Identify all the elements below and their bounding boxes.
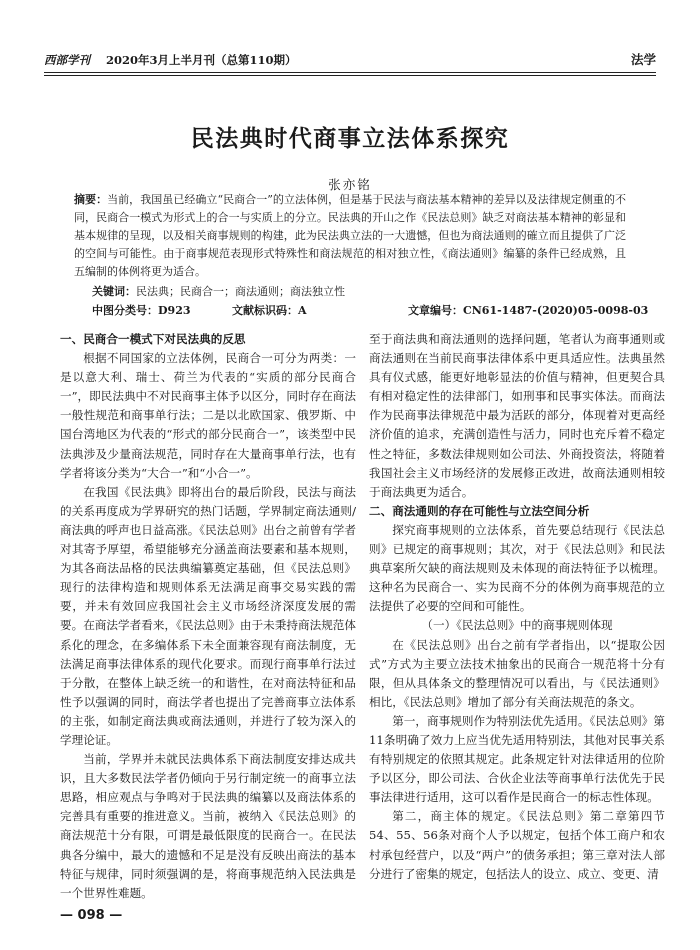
subsection-heading: （一）《民法总则》中的商事规则体现 bbox=[421, 618, 613, 633]
body-paragraph: 当前，学界并未就民法典体系下商法制度安排达成共识，且大多数民法学者仍倾向于另行制定统一的商事立法思路，相应观点与争鸣对于民法典的编纂以及商法体系的完善具有重要的推进意义。当前，被纳入《民法总则》的商法规范十分有限，可谓是最低限度的民商合一。在民法典各分编中，最大的遗憾和不足是没有反映出商法的基本特征与规律，同时须强调的是，将商事规范纳入民法典是一个世界性难题。 bbox=[60, 752, 356, 900]
journal-name: 西部学刊 bbox=[44, 53, 90, 67]
article-author: 张亦铭 bbox=[328, 177, 372, 192]
keywords-text: 民法典；民商合一；商法通则；商法独立性 bbox=[136, 285, 345, 298]
clc-number: 中图分类号：D923 bbox=[92, 304, 191, 317]
section-heading: 一、民商合一模式下对民法典的反思 bbox=[60, 332, 246, 346]
article-title: 民法典时代商事立法体系探究 bbox=[190, 125, 510, 152]
left-column bbox=[60, 330, 356, 903]
issue-info: 2020年3月上半月刊（总第110期） bbox=[106, 53, 297, 67]
running-header bbox=[44, 50, 656, 70]
right-column bbox=[369, 330, 665, 884]
body-paragraph: 第二，商主体的规定。《民法总则》第二章第四节54、55、56条对商个人予以规定，包括个体工商户和农村承包经营户，以及“两户”的债务承担；第三章对法人部分进行了密集的规定，包括法人的设立、成立、变更、清 bbox=[369, 809, 665, 881]
document-code: 文献标识码：A bbox=[232, 304, 307, 317]
body-paragraph: 在我国《民法典》即将出台的最后阶段，民法与商法的关系再度成为学界研究的热门话题，学界制定商法通则/商法典的呼声也日益高涨。《民法总则》出台之前曾有学者对其寄予厚望，希望能够充分涵盖商法要素和基本规则，为其各商法品格的民法典编纂奠定基础，但《民法总则》现行的法律构造和规则体系无法满足商事交易实践的需要，并未有效回应我国社会主义市场经济深度发展的需要。在商法学者看来，《民法总则》由于未秉持商法规范体系化的理念，在多编体系下未全面兼容现有商法制度，无法满足商事法律体系的现代化要求。而现行商事单行法过于分散，在整体上缺乏统一的和谐性，在对商法特征和品性予以强调的同时，商法学者也提出了完善商事立法体系的主张，如制定商法典或商法通则，并进行了较为深入的学理论证。 bbox=[60, 484, 356, 747]
page-number: — 098 — bbox=[60, 908, 123, 923]
body-paragraph: 探究商事规则的立法体系，首先要总结现行《民法总则》已规定的商事规则；其次，对于《民法总则》和民法典草案所欠缺的商法规则及未体现的商法特征予以梳理。这种名为民商合一、实为民商不分的体例为商事规范的立法提供了必要的空间和可能性。 bbox=[369, 522, 665, 614]
header-rule-thin bbox=[44, 75, 656, 76]
section-heading: 二、商法通则的存在可能性与立法空间分析 bbox=[369, 503, 590, 518]
keywords bbox=[92, 283, 626, 301]
abstract bbox=[74, 191, 626, 281]
body-paragraph: 至于商法典和商法通则的选择问题，笔者认为商事通则或商法通则在当前民商事法律体系中更具适应性。法典虽然具有仪式感，能更好地彰显法的价值与精神，但更契合具有相对稳定性的法律部门，如刑事和民事实体法。而商法作为民商事法律规范中最为活跃的部分，体现着对更高经济价值的追求，充满创造性与活力，同时也充斥着不稳定性之特征，多数法律规则如公司法、外商投资法，将随着我国社会主义市场经济的发展修正改进，故商法通则相较于商法典更为适合。 bbox=[369, 332, 665, 499]
abstract-label: 摘要： bbox=[74, 193, 108, 206]
body-paragraph: 第一，商事规则作为特别法优先适用。《民法总则》第11条明确了效力上应当优先适用特别法，其他对民事关系有特别规定的依照其规定。此条规定针对法律适用的位阶予以区分，即公司法、合伙企业法等商事单行法优先于民事法律进行适用，这可以看作是民商合一的标志性体现。 bbox=[369, 713, 665, 805]
section-name: 法学 bbox=[630, 52, 656, 67]
header-rule bbox=[44, 72, 656, 73]
body-paragraph: 在《民法总则》出台之前有学者指出，以“提取公因式”方式为主要立法技术抽象出的民商合一规范将十分有限，但从具体条文的整理情况可以看出，与《民法通则》相比，《民法总则》增加了部分有关商法规范的条文。 bbox=[369, 637, 665, 709]
keywords-label: 关键词： bbox=[92, 285, 136, 298]
article-number: 文章编号：CN61-1487-(2020)05-0098-03 bbox=[408, 304, 649, 317]
abstract-text: 当前，我国虽已经确立“民商合一”的立法体例，但是基于民法与商法基本精神的差异以及法律规定侧重的不同，民商合一模式为形式上的合一与实质上的分立。民法典的开山之作《民法总则》缺乏对商法基本精神的彰显和基本规律的呈现，以及相关商事规则的构建，此为民法典立法的一大遗憾，但也为商法通则的確立而且提供了广泛的空间与可能性。由于商事规范表现形式特殊性和商法规范的相对独立性，《商法通则》编纂的条件已经成熟，且五编制的体例将更为适合。 bbox=[74, 193, 626, 278]
body-paragraph: 根据不同国家的立法体例，民商合一可分为两类：一是以意大利、瑞士、荷兰为代表的“实质的部分民商合一”，即民法典中不对民商事主体予以区分，同时存在商法一般性规范和商事单行法；二是以北欧国家、俄罗斯、中国台湾地区为代表的“形式的部分民商合一”，该类型中民法典涉及少量商法规范，同时存在大量商事单行法，也有学者将该分类为“大合一”和“小合一”。 bbox=[60, 351, 356, 480]
